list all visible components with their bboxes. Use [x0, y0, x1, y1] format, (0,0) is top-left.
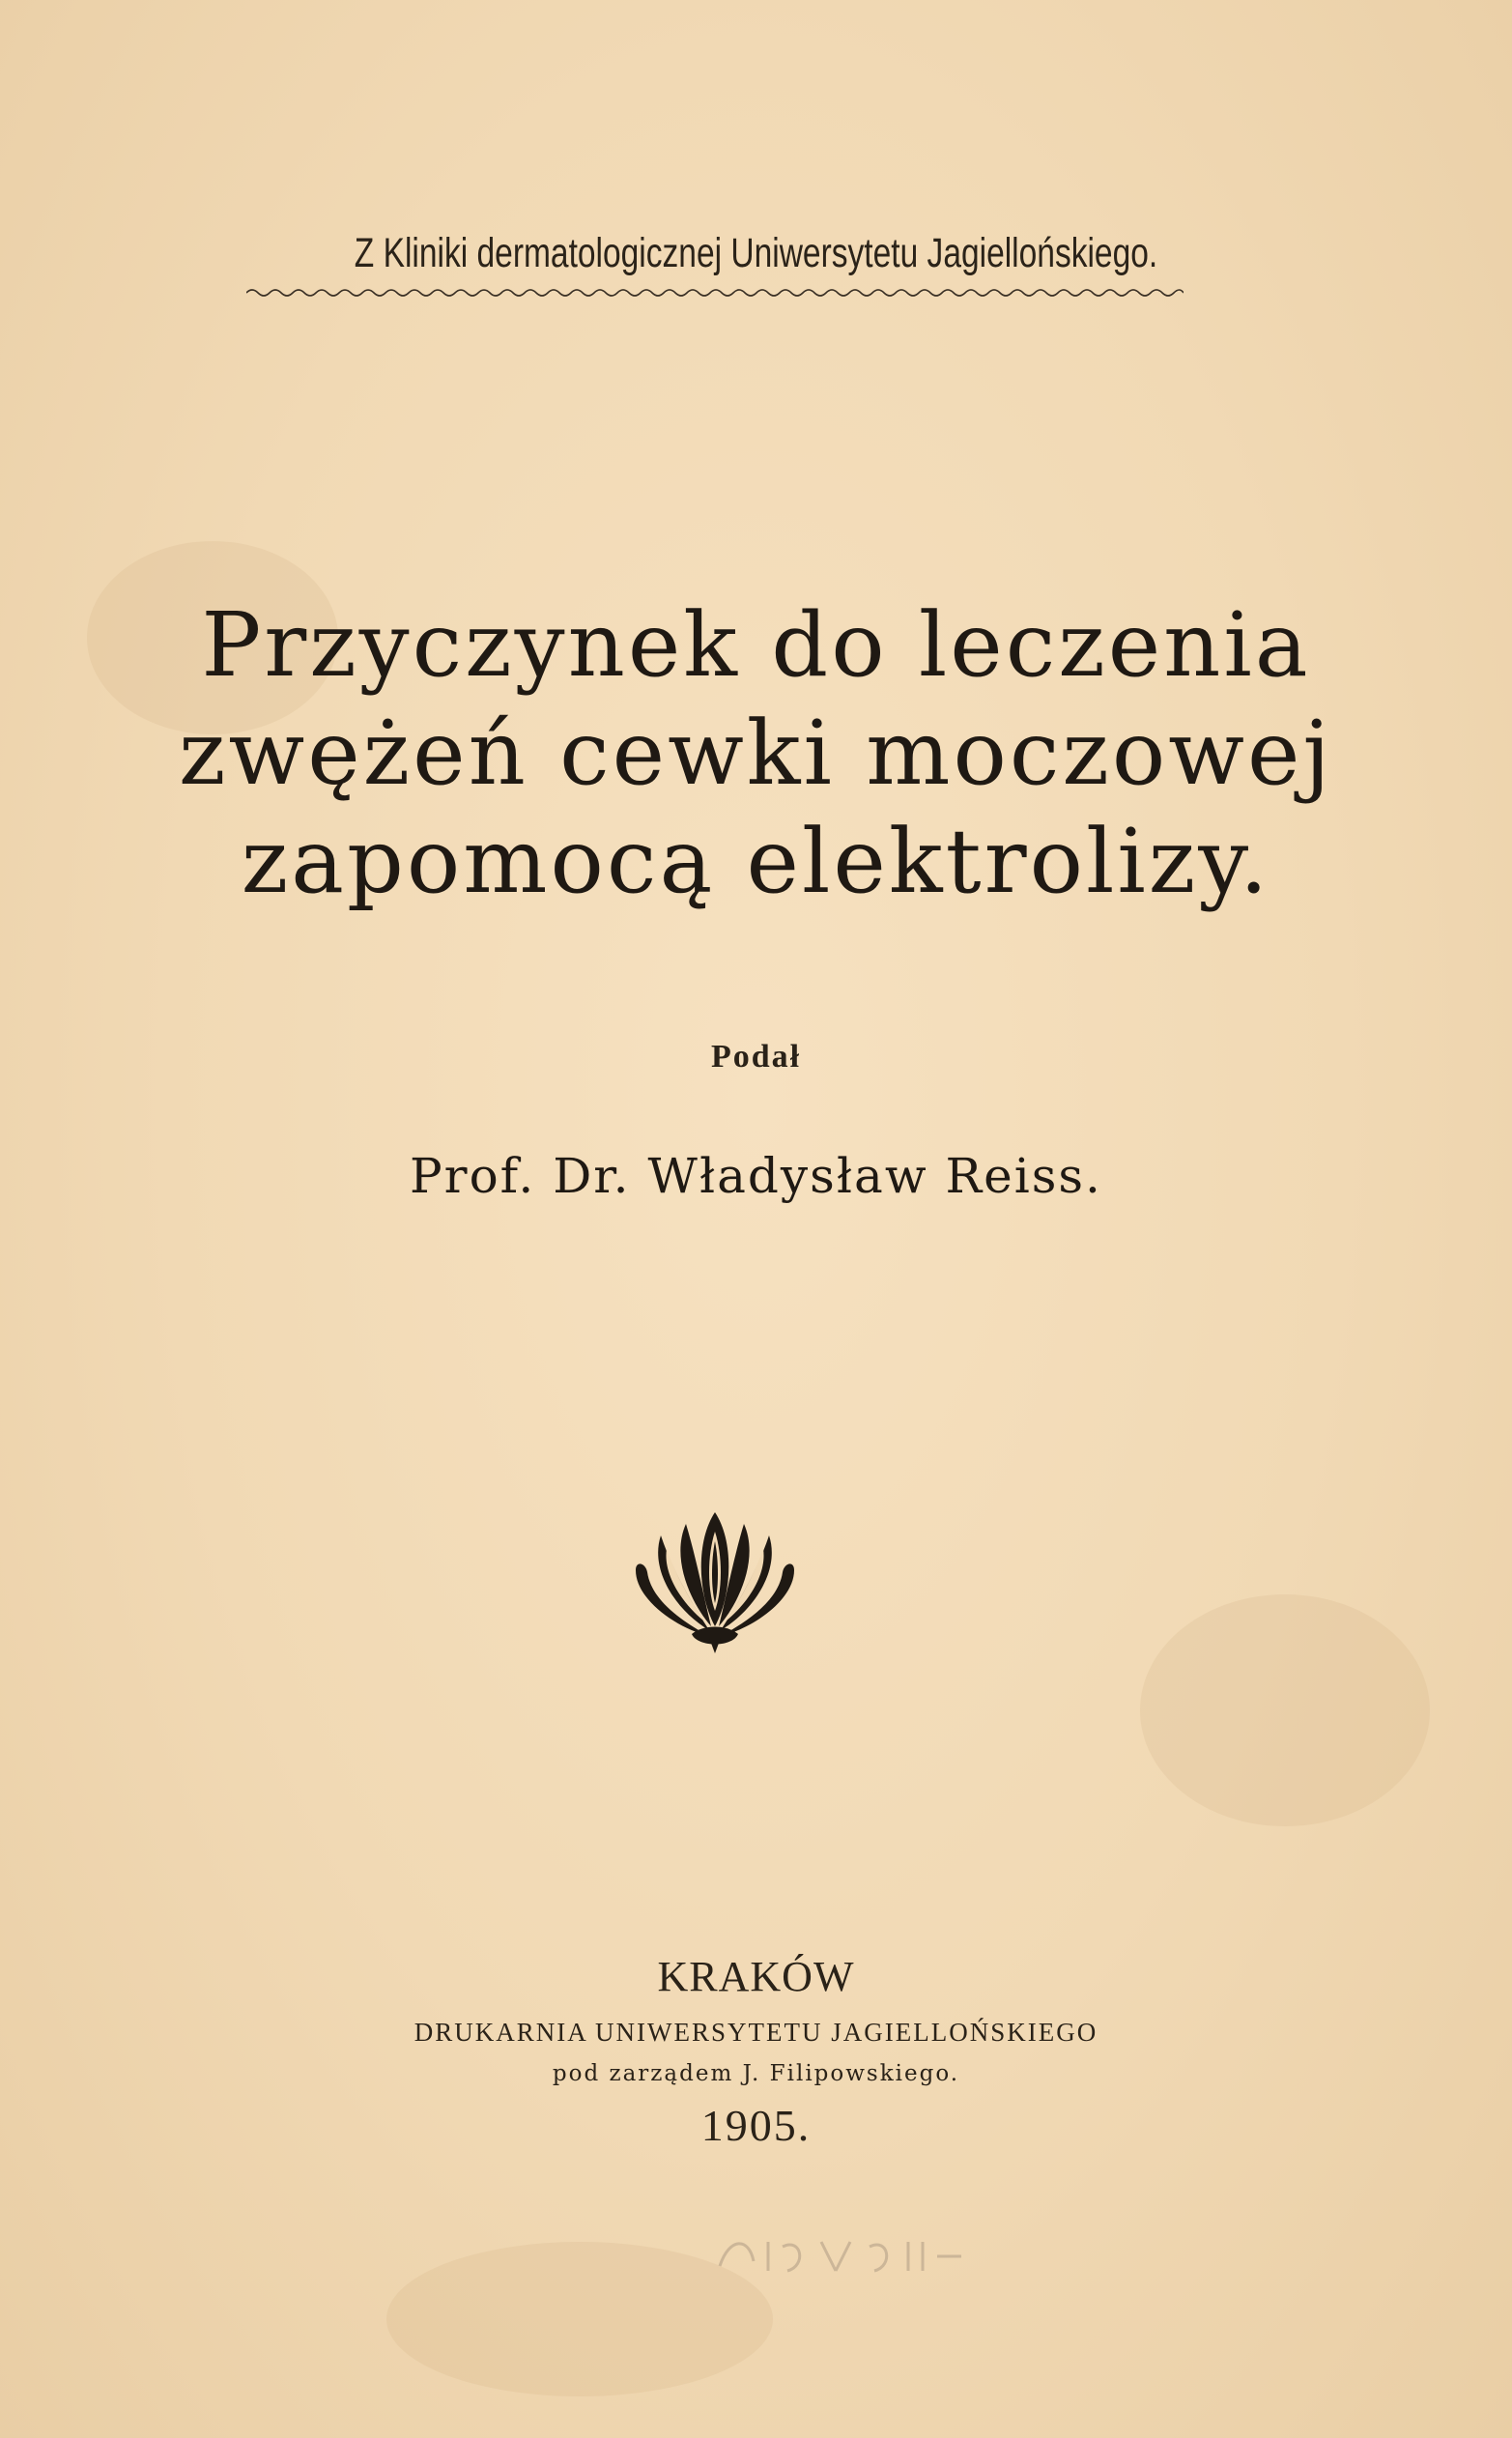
- faint-library-stamp: [710, 2218, 971, 2285]
- imprint-management: pod zarządem J. Filipowskiego.: [552, 2061, 960, 2086]
- byline-label: Podał: [710, 1039, 802, 1075]
- fleuron-fan-ornament-icon: [628, 1503, 802, 1657]
- title-line-1: Przyczynek do leczenia: [201, 593, 1311, 697]
- wavy-underline: [246, 286, 1184, 300]
- title-line-2: zwężeń cewki moczowej: [179, 702, 1333, 805]
- book-title: [0, 591, 1512, 916]
- imprint-year: 1905.: [700, 2101, 812, 2150]
- institution-header: Z Kliniki dermatologicznej Uniwersytetu Jagiellońskiego.: [354, 230, 1158, 276]
- author-name: Prof. Dr. Władysław Reiss.: [410, 1148, 1102, 1204]
- paper-stain: [1140, 1594, 1430, 1826]
- imprint-city: KRAKÓW: [657, 1953, 855, 2000]
- title-line-3: zapomocą elektrolizy.: [241, 810, 1271, 913]
- imprint-press: DRUKARNIA UNIWERSYTETU JAGIELLOŃSKIEGO: [414, 2018, 1098, 2047]
